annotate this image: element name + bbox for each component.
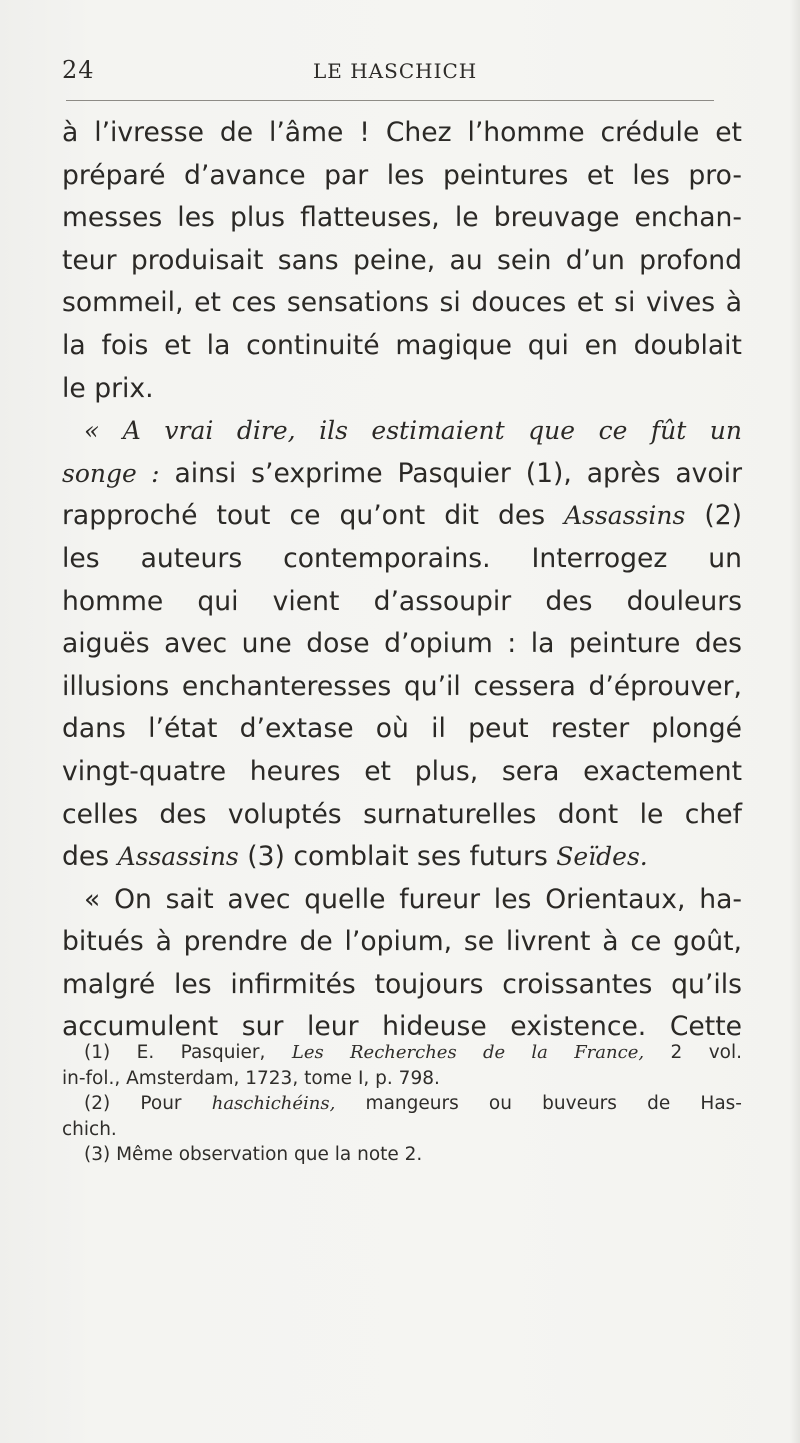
- text-line: [62, 495, 742, 538]
- footnotes: [62, 1040, 742, 1168]
- text-line: le prix.: [62, 372, 154, 404]
- running-title: LE HASCHICH: [313, 59, 478, 83]
- text-line: accumulent sur leur hideuse existence. Cette: [62, 1011, 742, 1043]
- text-line: celles des voluptés surnaturelles dont le chef: [62, 798, 742, 830]
- text-fragment: (2) Pour: [84, 1093, 212, 1114]
- text-line: « On sait avec quelle fureur les Orientaux, ha-: [84, 883, 742, 915]
- footnote-1: [62, 1040, 742, 1066]
- text-line: vingt-quatre heures et plus, sera exactement: [62, 755, 742, 787]
- text-line: préparé d’avance par les peintures et les pro-: [62, 159, 742, 191]
- footnote-2: [62, 1091, 742, 1117]
- text-fragment: 2 vol.: [644, 1042, 742, 1063]
- text-line: les auteurs contemporains. Interrogez un: [62, 542, 742, 574]
- italic-phrase: Assassins: [564, 501, 686, 531]
- text-line: aiguës avec une dose d’opium : la peinture des: [62, 628, 742, 660]
- text-fragment: ainsi s’exprime Pasquier (1), après avoir: [159, 457, 742, 489]
- footnote-3: (3) Même observation que la note 2.: [84, 1144, 423, 1165]
- page-header: [62, 56, 712, 90]
- footnote-2-continued: chich.: [62, 1118, 117, 1140]
- text-fragment: (2): [685, 500, 743, 532]
- text-line: homme qui vient d’assoupir des douleurs: [62, 585, 742, 617]
- text-fragment: des: [62, 841, 118, 873]
- page-number: 24: [62, 56, 95, 84]
- italic-phrase: Seïdes.: [556, 842, 648, 872]
- text-fragment: (1) E. Pasquier,: [84, 1042, 292, 1063]
- text-line-quote: « A vrai dire, ils estimaient que ce fût un: [84, 416, 742, 446]
- text-line: illusions enchanteresses qu’il cessera d’éprouver,: [62, 670, 742, 702]
- text-line: dans l’état d’extase où il peut rester plongé: [62, 713, 742, 745]
- text-line: à l’ivresse de l’âme ! Chez l’homme crédule et: [62, 117, 742, 148]
- text-line: [62, 453, 742, 496]
- text-line: teur produisait sans peine, au sein d’un profond: [62, 244, 742, 276]
- header-rule: [66, 100, 714, 101]
- text-line: messes les plus flatteuses, le breuvage enchan-: [62, 202, 742, 234]
- footnote-1-continued: in-fol., Amsterdam, 1723, tome I, p. 798.: [62, 1067, 440, 1089]
- text-line: malgré les infirmités toujours croissantes qu’ils: [62, 968, 742, 1000]
- italic-phrase: Les Recherches de la France,: [291, 1042, 645, 1063]
- italic-phrase: songe :: [62, 458, 160, 488]
- text-line: sommeil, et ces sensations si douces et si vives à: [62, 287, 742, 319]
- text-line: [62, 836, 742, 879]
- italic-phrase: Assassins: [117, 842, 239, 872]
- text-fragment: rapproché tout ce qu’ont dit des: [62, 500, 565, 532]
- text-line: la fois et la continuité magique qui en doublait: [62, 329, 742, 361]
- text-fragment: (3) comblait ses futurs: [238, 841, 557, 873]
- body-text: [62, 112, 742, 1049]
- text-fragment: mangeurs ou buveurs de Has-: [335, 1093, 742, 1114]
- text-line: bitués à prendre de l’opium, se livrent à ce goût,: [62, 926, 742, 958]
- italic-phrase: haschichéins,: [211, 1093, 336, 1114]
